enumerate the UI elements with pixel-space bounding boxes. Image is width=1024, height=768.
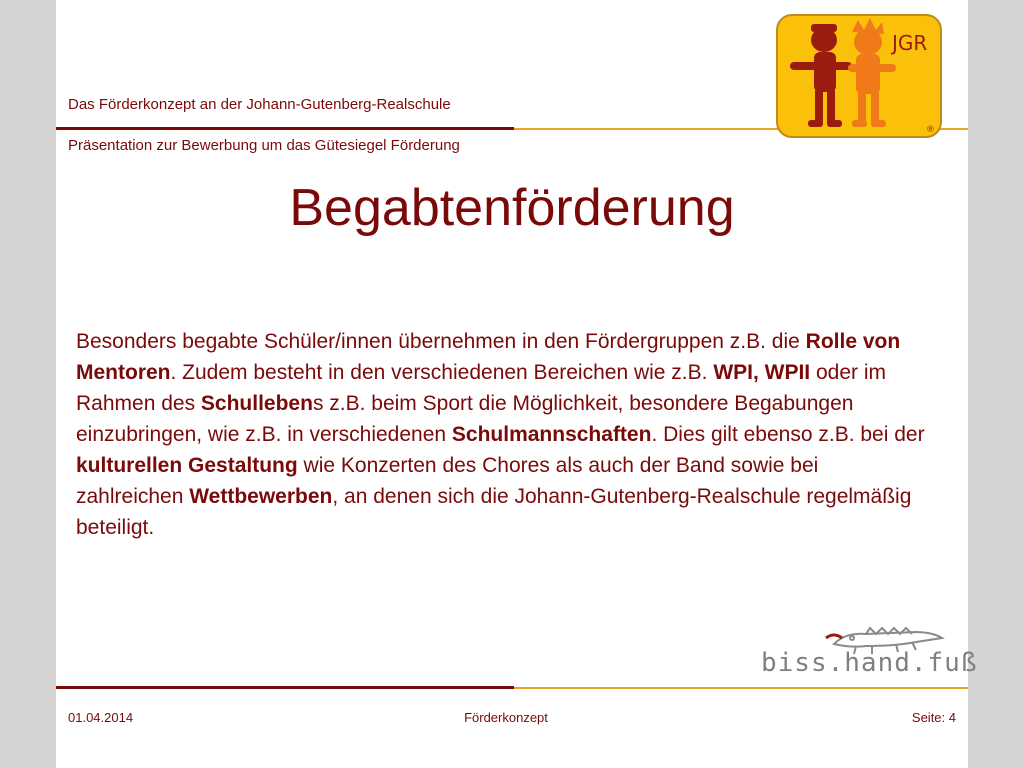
body-text-6: wie Konzerten des Chores als auch der Band sowie bei zahlreichen xyxy=(76,454,819,508)
footer-date: 01.04.2014 xyxy=(68,710,134,725)
slide-title: Begabtenförderung xyxy=(289,179,735,237)
jgr-logo-text: JGR xyxy=(892,31,928,55)
body-text-5: . Dies gilt ebenso z.B. bei der xyxy=(651,423,925,446)
footer-page-number: Seite: 4 xyxy=(911,710,956,725)
body-bold-kulturellen-gestaltung: kulturellen Gestaltung xyxy=(76,454,298,477)
body-paragraph xyxy=(76,326,926,543)
body-text-7: , an denen sich die Johann-Gutenberg-Realschule regelmäßig beteiligt. xyxy=(76,485,912,539)
header-divider-dark xyxy=(56,127,514,130)
body-text-3: oder im Rahmen des xyxy=(76,361,886,415)
header-subtitle: Präsentation zur Bewerbung um das Gütesiegel Förderung xyxy=(68,137,460,154)
footer-divider-light xyxy=(514,687,968,689)
body-bold-schulleben: Schulleben xyxy=(200,392,313,415)
biss-hand-fuss-logo-text: biss.hand.fuß xyxy=(761,648,978,678)
slide xyxy=(56,0,978,768)
body-bold-wettbewerben: Wettbewerben xyxy=(189,485,333,508)
footer-divider xyxy=(56,686,968,689)
header-school-title: Das Förderkonzept an der Johann-Gutenberg-Realschule xyxy=(68,96,451,113)
body-bold-mentoren: Rolle von Mentoren xyxy=(76,330,901,384)
registered-mark: ® xyxy=(926,125,935,135)
jgr-logo-icon xyxy=(776,14,942,138)
body-bold-schulmannschaften: Schulmannschaften xyxy=(451,423,652,446)
footer-title: Förderkonzept xyxy=(464,710,548,725)
body-text-2: . Zudem besteht in den verschiedenen Bereichen wie z.B. xyxy=(170,361,714,384)
body-text-4: s z.B. beim Sport die Möglichkeit, besondere Begabungen einzubringen, wie z.B. in verschiedenen xyxy=(76,392,854,446)
body-text-1: Besonders begabte Schüler/innen übernehmen in den Fördergruppen z.B. die xyxy=(76,330,806,353)
body-bold-wpi: WPI, WPII xyxy=(713,361,811,384)
footer-divider-dark xyxy=(56,686,514,689)
